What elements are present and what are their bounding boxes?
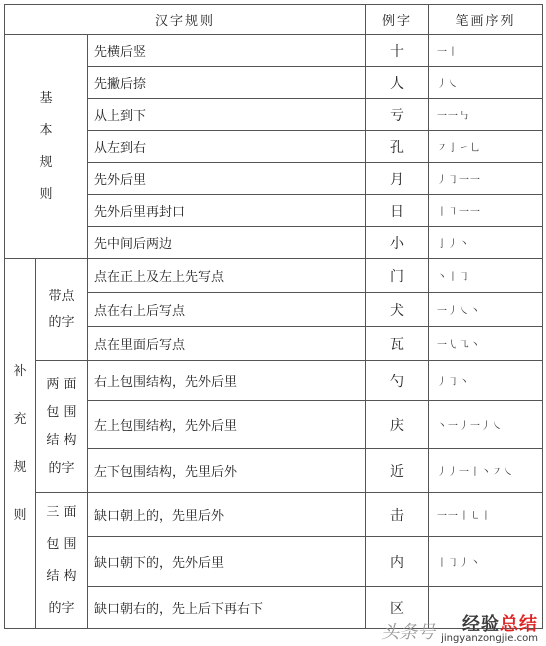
rule-cell: 缺口朝上的，先里后外 — [88, 493, 366, 537]
rule-cell: 先外后里 — [88, 163, 366, 195]
rule-cell: 缺口朝右的，先上后下再右下 — [88, 587, 366, 629]
example-char: 亏 — [366, 99, 429, 131]
header-rules: 汉字规则 — [5, 5, 366, 35]
watermark-title: 经验总结 — [462, 614, 538, 635]
example-char: 犬 — [366, 293, 429, 327]
stroke-order-table — [4, 4, 543, 629]
stroke-sequence: 一㇂㇈丶 — [429, 327, 543, 361]
table-row — [5, 259, 543, 293]
example-char: 瓦 — [366, 327, 429, 361]
stroke-sequence: 一一丨㇄丨 — [429, 493, 543, 537]
rule-cell: 先横后竖 — [88, 35, 366, 67]
stroke-sequence: 一丨 — [429, 35, 543, 67]
table-row — [5, 35, 543, 67]
stroke-sequence: 丿㇆丶 — [429, 361, 543, 401]
rule-cell: 点在正上及左上先写点 — [88, 259, 366, 293]
rule-cell: 从上到下 — [88, 99, 366, 131]
dot-chars-label: 带点 的字 — [36, 259, 88, 361]
table-row — [5, 361, 543, 401]
rule-cell: 左下包围结构，先里后外 — [88, 449, 366, 493]
example-char: 内 — [366, 537, 429, 587]
example-char: 庆 — [366, 401, 429, 449]
rule-cell: 左上包围结构，先外后里 — [88, 401, 366, 449]
supplementary-rules-label: 补 充 规 则 — [5, 259, 36, 629]
basic-rules-label: 基 本 规 则 — [5, 35, 88, 259]
watermark — [381, 616, 538, 644]
rule-cell: 先外后里再封口 — [88, 195, 366, 227]
watermark-brand — [441, 616, 538, 644]
example-char: 门 — [366, 259, 429, 293]
stroke-sequence: 丨㇆丿丶 — [429, 537, 543, 587]
header-example: 例字 — [366, 5, 429, 35]
table-row — [5, 493, 543, 537]
rule-cell: 点在右上后写点 — [88, 293, 366, 327]
rule-cell: 点在里面后写点 — [88, 327, 366, 361]
stroke-sequence: 丿㇏ — [429, 67, 543, 99]
stroke-sequence: 丶一丿一丿㇏ — [429, 401, 543, 449]
stroke-sequence: 丶丨㇆ — [429, 259, 543, 293]
table-header-row — [5, 5, 543, 35]
rule-cell: 先中间后两边 — [88, 227, 366, 259]
header-strokes: 笔画序列 — [429, 5, 543, 35]
example-char: 击 — [366, 493, 429, 537]
rule-cell: 从左到右 — [88, 131, 366, 163]
example-char: 十 — [366, 35, 429, 67]
example-char: 孔 — [366, 131, 429, 163]
example-char: 近 — [366, 449, 429, 493]
three-side-enclosure-label: 三 面 包 围 结 构 的字 — [36, 493, 88, 629]
rule-cell: 先撇后捺 — [88, 67, 366, 99]
rule-cell: 缺口朝下的，先外后里 — [88, 537, 366, 587]
example-char: 区 — [366, 587, 429, 629]
stroke-sequence: 丨㇕一一 — [429, 195, 543, 227]
stroke-sequence: ㇇亅㇀乚 — [429, 131, 543, 163]
example-char: 小 — [366, 227, 429, 259]
example-char: 月 — [366, 163, 429, 195]
stroke-sequence: 一丿㇏丶 — [429, 293, 543, 327]
rule-cell: 右上包围结构，先外后里 — [88, 361, 366, 401]
example-char: 人 — [366, 67, 429, 99]
example-char: 勺 — [366, 361, 429, 401]
stroke-sequence: 丿丿一丨丶㇇㇏ — [429, 449, 543, 493]
example-char: 日 — [366, 195, 429, 227]
watermark-url: jingyanzongjie.com — [441, 633, 538, 644]
two-side-enclosure-label: 两 面 包 围 结 构 的字 — [36, 361, 88, 493]
toutiao-logo: 头条号 — [381, 622, 436, 643]
stroke-sequence: 亅丿丶 — [429, 227, 543, 259]
stroke-sequence: 丿㇆一一 — [429, 163, 543, 195]
stroke-sequence: 一一㇉ — [429, 99, 543, 131]
